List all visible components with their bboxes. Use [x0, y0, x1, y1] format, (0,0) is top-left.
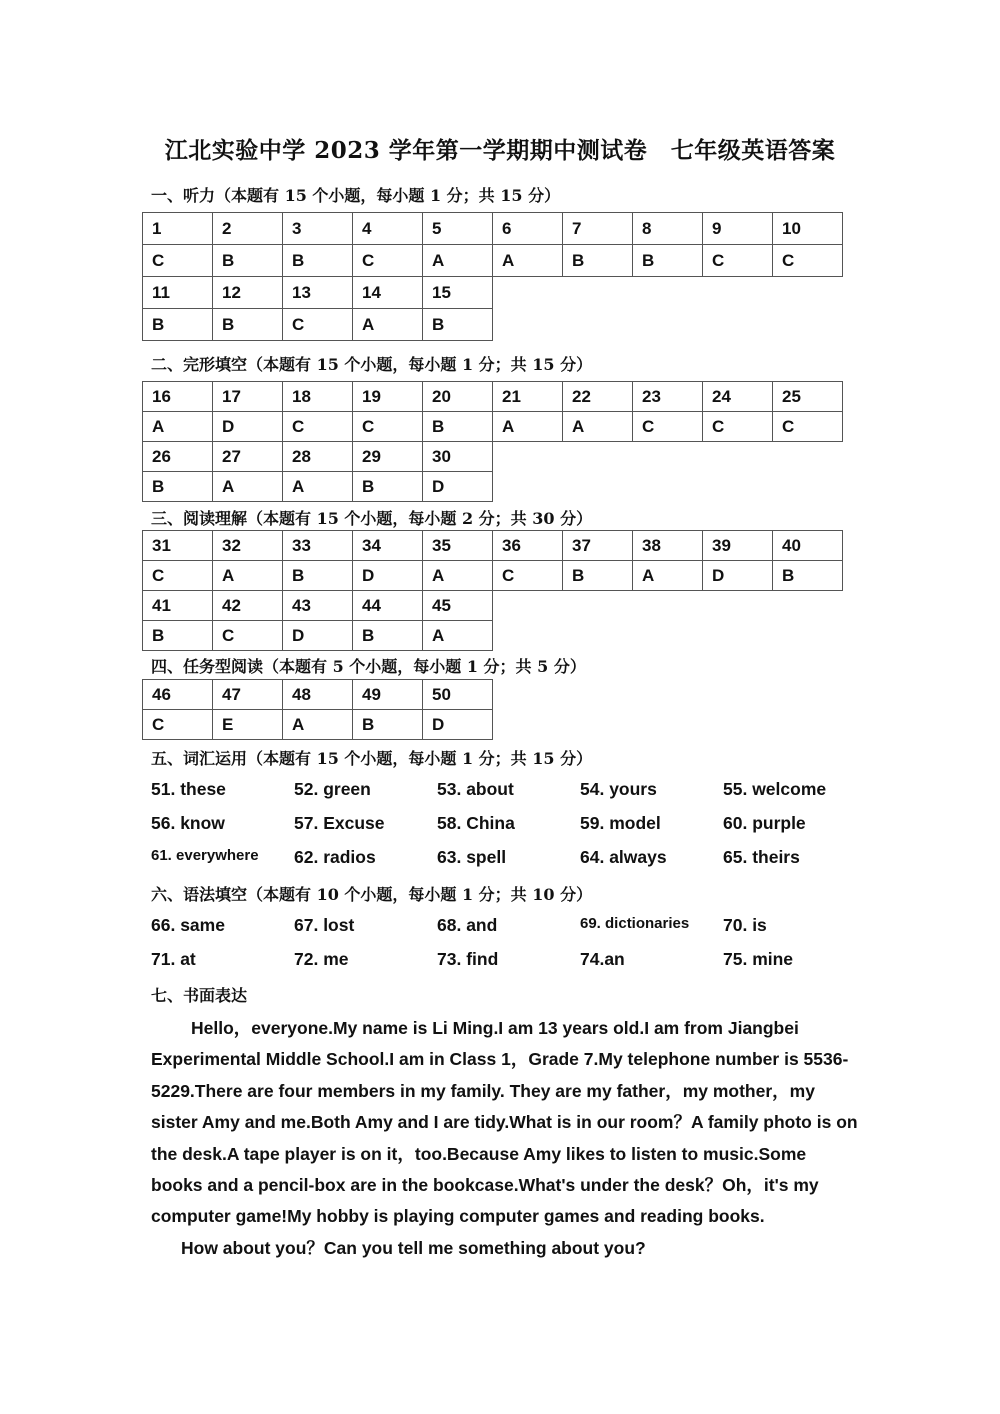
answer-cell: C — [283, 309, 353, 341]
question-number-cell: 7 — [563, 213, 633, 245]
answer-cell: C — [493, 561, 563, 591]
question-number-row — [143, 442, 843, 472]
answer-row — [143, 412, 843, 442]
question-number-cell: 23 — [633, 382, 703, 412]
question-number-cell: 1 — [143, 213, 213, 245]
question-number-row — [143, 680, 493, 710]
question-number-cell: 2 — [213, 213, 283, 245]
word-answer: 73. find — [437, 949, 499, 969]
answer-table-reading — [142, 530, 843, 651]
section-heading-listening: 一、听力（本题有 15 个小题，每小题 1 分；共 15 分） — [151, 186, 561, 205]
question-number-row — [143, 382, 843, 412]
answer-cell: A — [423, 561, 493, 591]
answer-cell: B — [353, 472, 423, 502]
question-number-cell: 47 — [213, 680, 283, 710]
question-number-cell: 46 — [143, 680, 213, 710]
answer-cell: B — [353, 621, 423, 651]
question-number-cell: 19 — [353, 382, 423, 412]
question-number-cell: 29 — [353, 442, 423, 472]
answer-cell: C — [143, 710, 213, 740]
answer-cell: D — [703, 561, 773, 591]
answer-cell: A — [563, 412, 633, 442]
answer-row — [143, 309, 843, 341]
answer-cell: A — [213, 472, 283, 502]
answer-cell: C — [213, 621, 283, 651]
question-number-cell: 12 — [213, 277, 283, 309]
question-number-cell: 10 — [773, 213, 843, 245]
question-number-cell: 43 — [283, 591, 353, 621]
question-number-cell: 24 — [703, 382, 773, 412]
answer-cell: B — [283, 561, 353, 591]
page-title: 江北实验中学 2023 学年第一学期期中测试卷 七年级英语答案 — [164, 137, 836, 164]
word-answer: 55. welcome — [723, 779, 827, 799]
word-answer: 53. about — [437, 779, 514, 799]
question-number-cell: 13 — [283, 277, 353, 309]
word-answer: 68. and — [437, 915, 498, 935]
word-answer: 58. China — [437, 813, 515, 833]
answer-cell: C — [353, 245, 423, 277]
question-number-cell: 17 — [213, 382, 283, 412]
question-number-cell: 40 — [773, 531, 843, 561]
answer-cell: D — [423, 472, 493, 502]
question-number-cell: 3 — [283, 213, 353, 245]
question-number-cell: 6 — [493, 213, 563, 245]
question-number-cell: 20 — [423, 382, 493, 412]
word-answer: 59. model — [580, 813, 661, 833]
section-heading-grammar: 六、语法填空（本题有 10 个小题，每小题 1 分；共 10 分） — [151, 885, 593, 904]
answer-row — [143, 621, 843, 651]
question-number-cell: 33 — [283, 531, 353, 561]
question-number-cell: 45 — [423, 591, 493, 621]
question-number-cell: 48 — [283, 680, 353, 710]
question-number-cell: 36 — [493, 531, 563, 561]
word-answer: 67. lost — [294, 915, 355, 935]
answer-cell: C — [773, 245, 843, 277]
answer-cell: C — [703, 412, 773, 442]
section-heading-vocabulary: 五、词汇运用（本题有 15 个小题，每小题 1 分；共 15 分） — [151, 749, 593, 768]
word-answer: 63. spell — [437, 847, 507, 867]
question-number-row — [143, 591, 843, 621]
answer-cell: D — [353, 561, 423, 591]
section-heading-writing: 七、书面表达 — [151, 986, 248, 1005]
question-number-cell: 9 — [703, 213, 773, 245]
word-answer: 70. is — [723, 915, 767, 935]
answer-cell: C — [353, 412, 423, 442]
answer-cell: C — [633, 412, 703, 442]
question-number-cell: 15 — [423, 277, 493, 309]
answer-cell: B — [563, 561, 633, 591]
question-number-cell: 41 — [143, 591, 213, 621]
answer-cell: D — [283, 621, 353, 651]
word-answer: 60. purple — [723, 813, 806, 833]
question-number-cell: 28 — [283, 442, 353, 472]
answer-cell: B — [143, 309, 213, 341]
section-heading-cloze: 二、完形填空（本题有 15 个小题，每小题 1 分；共 15 分） — [151, 355, 593, 374]
answer-cell: D — [423, 710, 493, 740]
word-answer: 72. me — [294, 949, 349, 969]
answer-cell: B — [353, 710, 423, 740]
question-number-cell: 32 — [213, 531, 283, 561]
answer-cell: B — [143, 472, 213, 502]
answer-cell: C — [143, 245, 213, 277]
question-number-cell: 34 — [353, 531, 423, 561]
answer-cell: C — [143, 561, 213, 591]
question-number-cell: 44 — [353, 591, 423, 621]
question-number-cell: 27 — [213, 442, 283, 472]
question-number-cell: 31 — [143, 531, 213, 561]
answer-cell: B — [213, 309, 283, 341]
answer-cell: A — [283, 472, 353, 502]
question-number-cell: 35 — [423, 531, 493, 561]
question-number-cell: 37 — [563, 531, 633, 561]
answer-row — [143, 710, 493, 740]
answer-cell: B — [143, 621, 213, 651]
question-number-row — [143, 213, 843, 245]
question-number-cell: 38 — [633, 531, 703, 561]
answer-table-listening — [142, 212, 843, 341]
answer-row — [143, 561, 843, 591]
question-number-row — [143, 277, 843, 309]
answer-cell: A — [423, 245, 493, 277]
answer-cell: B — [213, 245, 283, 277]
answer-table-cloze — [142, 381, 843, 502]
answer-cell: A — [213, 561, 283, 591]
question-number-row — [143, 531, 843, 561]
question-number-cell: 21 — [493, 382, 563, 412]
answer-cell: A — [493, 412, 563, 442]
word-answer: 66. same — [151, 915, 225, 935]
word-answer: 69. dictionaries — [580, 915, 690, 932]
answer-cell: B — [423, 309, 493, 341]
question-number-cell: 8 — [633, 213, 703, 245]
question-number-cell: 30 — [423, 442, 493, 472]
answer-row — [143, 472, 843, 502]
answer-cell: A — [633, 561, 703, 591]
answer-cell: B — [283, 245, 353, 277]
word-answer: 61. everywhere — [151, 847, 259, 864]
answer-cell: B — [773, 561, 843, 591]
answer-cell: B — [633, 245, 703, 277]
word-answer: 74.an — [580, 949, 625, 969]
answer-cell: B — [423, 412, 493, 442]
section-heading-task-reading: 四、任务型阅读（本题有 5 个小题，每小题 1 分；共 5 分） — [151, 657, 586, 676]
word-answer: 52. green — [294, 779, 371, 799]
word-answer: 64. always — [580, 847, 667, 867]
answer-cell: A — [283, 710, 353, 740]
answer-cell: B — [563, 245, 633, 277]
question-number-cell: 26 — [143, 442, 213, 472]
answer-cell: E — [213, 710, 283, 740]
section-heading-reading: 三、阅读理解（本题有 15 个小题，每小题 2 分；共 30 分） — [151, 509, 593, 528]
answer-cell: D — [213, 412, 283, 442]
question-number-cell: 22 — [563, 382, 633, 412]
word-answer: 62. radios — [294, 847, 376, 867]
essay-paragraph-2: How about you？Can you tell me something about you? — [181, 1237, 646, 1258]
answer-cell: A — [353, 309, 423, 341]
word-answer: 54. yours — [580, 779, 657, 799]
answer-cell: A — [493, 245, 563, 277]
word-answer: 57. Excuse — [294, 813, 385, 833]
essay-paragraph-1: Hello，everyone.My name is Li Ming.I am 13 years old.I am from Jiangbei Experimental Middle School.I am in Class 1，Grade 7.My telephone number is 5536-5229.There are four members in my family. They are my father，my mother，my sister Amy and me.Both Amy and I are tidy.What is in our room？A family photo is on the desk.A tape player is on it，too.Because Amy likes to listen to music.Some books and a pencil-box are in the bookcase.What's under the desk？Oh，it's my computer game!My hobby is playing computer games and reading books. — [151, 1018, 858, 1227]
question-number-cell: 16 — [143, 382, 213, 412]
question-number-cell: 11 — [143, 277, 213, 309]
word-answer: 56. know — [151, 813, 225, 833]
question-number-cell: 4 — [353, 213, 423, 245]
model-essay — [151, 1013, 861, 1264]
question-number-cell: 49 — [353, 680, 423, 710]
answer-cell: C — [283, 412, 353, 442]
answer-row — [143, 245, 843, 277]
word-answer: 71. at — [151, 949, 196, 969]
word-answer: 75. mine — [723, 949, 794, 969]
answer-cell: C — [773, 412, 843, 442]
word-answer: 65. theirs — [723, 847, 800, 867]
answer-table-task-reading — [142, 679, 493, 740]
answer-cell: C — [703, 245, 773, 277]
answer-cell: A — [143, 412, 213, 442]
question-number-cell: 25 — [773, 382, 843, 412]
word-answer: 51. these — [151, 779, 226, 799]
question-number-cell: 50 — [423, 680, 493, 710]
question-number-cell: 5 — [423, 213, 493, 245]
question-number-cell: 39 — [703, 531, 773, 561]
answer-cell: A — [423, 621, 493, 651]
question-number-cell: 14 — [353, 277, 423, 309]
question-number-cell: 18 — [283, 382, 353, 412]
question-number-cell: 42 — [213, 591, 283, 621]
